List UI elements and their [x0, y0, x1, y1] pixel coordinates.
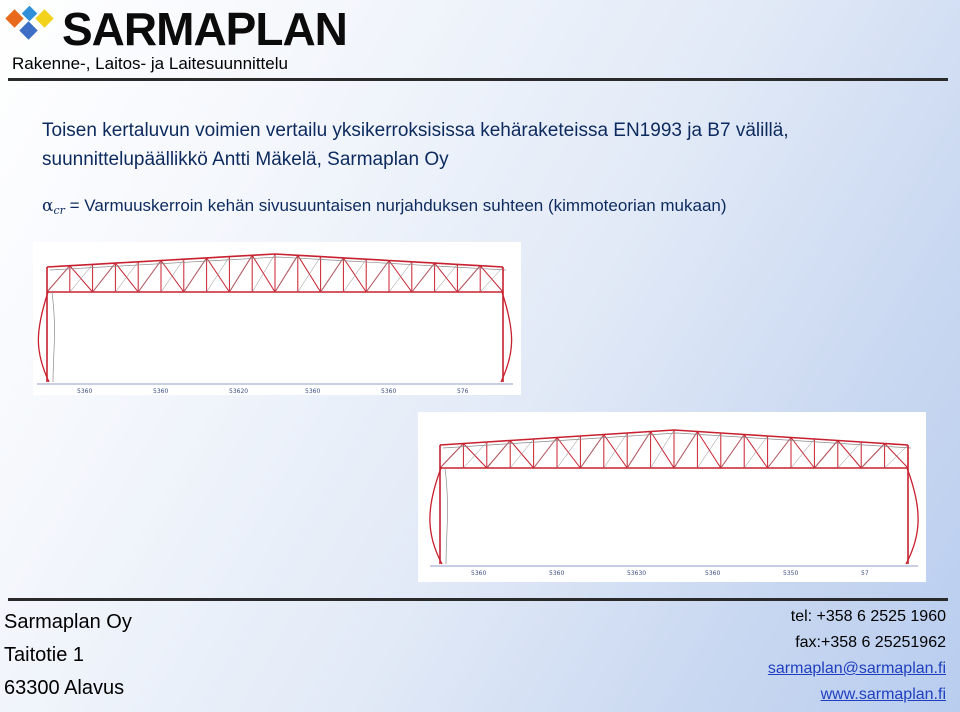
footer-contact — [768, 604, 946, 708]
deformed-diagonal — [457, 266, 480, 292]
footer-company: Sarmaplan Oy — [4, 611, 132, 633]
deformed-diagonal — [229, 255, 252, 292]
footer-fax: fax:+358 6 25251962 — [795, 634, 946, 651]
alpha-symbol: α — [42, 196, 54, 216]
header-divider — [8, 78, 948, 81]
title-line-1: Toisen kertaluvun voimien vertailu yksikerroksisissa kehäraketeissa EN1993 ja B7 välillä, — [42, 120, 789, 141]
deformed-diagonal — [768, 438, 791, 469]
logo-diamond-orange — [5, 9, 23, 27]
dimension-label: 5360 — [471, 570, 487, 577]
alpha-definition — [42, 196, 727, 217]
page-title — [42, 116, 922, 174]
header — [0, 0, 960, 82]
deformed-diagonal — [412, 263, 435, 292]
deformed-diagonal — [321, 258, 344, 292]
brand-name: SARMAPLAN — [62, 3, 347, 55]
deformed-diagonal — [721, 435, 744, 469]
left-column-deformed — [52, 292, 55, 382]
title-line-2: suunnittelupäällikkö Antti Mäkelä, Sarmaplan Oy — [42, 149, 449, 170]
frame-drawing-2 — [418, 412, 926, 582]
dimension-label: 5360 — [153, 388, 169, 395]
logo-diamond-blue-bottom — [19, 21, 37, 39]
footer-tel: tel: +358 6 2525 1960 — [790, 608, 946, 625]
frame-buckling-figure-1 — [33, 242, 521, 395]
deformed-diagonal — [674, 432, 697, 469]
dimension-label: 53630 — [627, 570, 647, 577]
dimension-label: 5360 — [381, 388, 397, 395]
dimension-label: 53620 — [229, 388, 249, 395]
deformed-diagonal — [275, 255, 298, 292]
dimension-label: 576 — [457, 388, 469, 395]
alpha-description: = Varmuuskerroin kehän sivusuuntaisen nurjahduksen suhteen (kimmoteorian mukaan) — [64, 196, 727, 215]
dimension-label: 5360 — [705, 570, 721, 577]
dimension-label: 5360 — [549, 570, 565, 577]
sarmaplan-logo-icon — [4, 6, 56, 42]
deformed-diagonal — [366, 261, 389, 293]
logo-diamond-blue-top — [22, 6, 38, 21]
deformed-diagonal — [814, 441, 837, 469]
frame-drawing-1 — [33, 242, 521, 395]
dimension-label: 5360 — [305, 388, 321, 395]
footer-email-link[interactable]: sarmaplan@sarmaplan.fi — [767, 660, 946, 677]
deformed-diagonal — [580, 435, 603, 469]
logo-diamond-yellow — [35, 9, 53, 27]
dimension-label: 5360 — [77, 388, 93, 395]
deformed-diagonal — [138, 261, 161, 293]
footer-address — [4, 606, 132, 705]
footer-city: 63300 Alavus — [4, 677, 125, 699]
footer-street: Taitotie 1 — [4, 644, 85, 666]
left-column-deformed — [445, 468, 448, 564]
alpha-subscript: cr — [53, 204, 65, 217]
tagline: Rakenne-, Laitos- ja Laitesuunnittelu — [12, 54, 288, 73]
frame-buckling-figure-2 — [418, 412, 926, 582]
footer-web-link[interactable]: www.sarmaplan.fi — [820, 686, 946, 703]
dimension-label: 5350 — [783, 570, 799, 577]
footer-divider — [8, 598, 948, 601]
deformed-diagonal — [184, 258, 207, 292]
deformed-diagonal — [627, 432, 650, 469]
deformed-diagonal — [861, 444, 884, 469]
dimension-label: 57 — [861, 570, 869, 577]
